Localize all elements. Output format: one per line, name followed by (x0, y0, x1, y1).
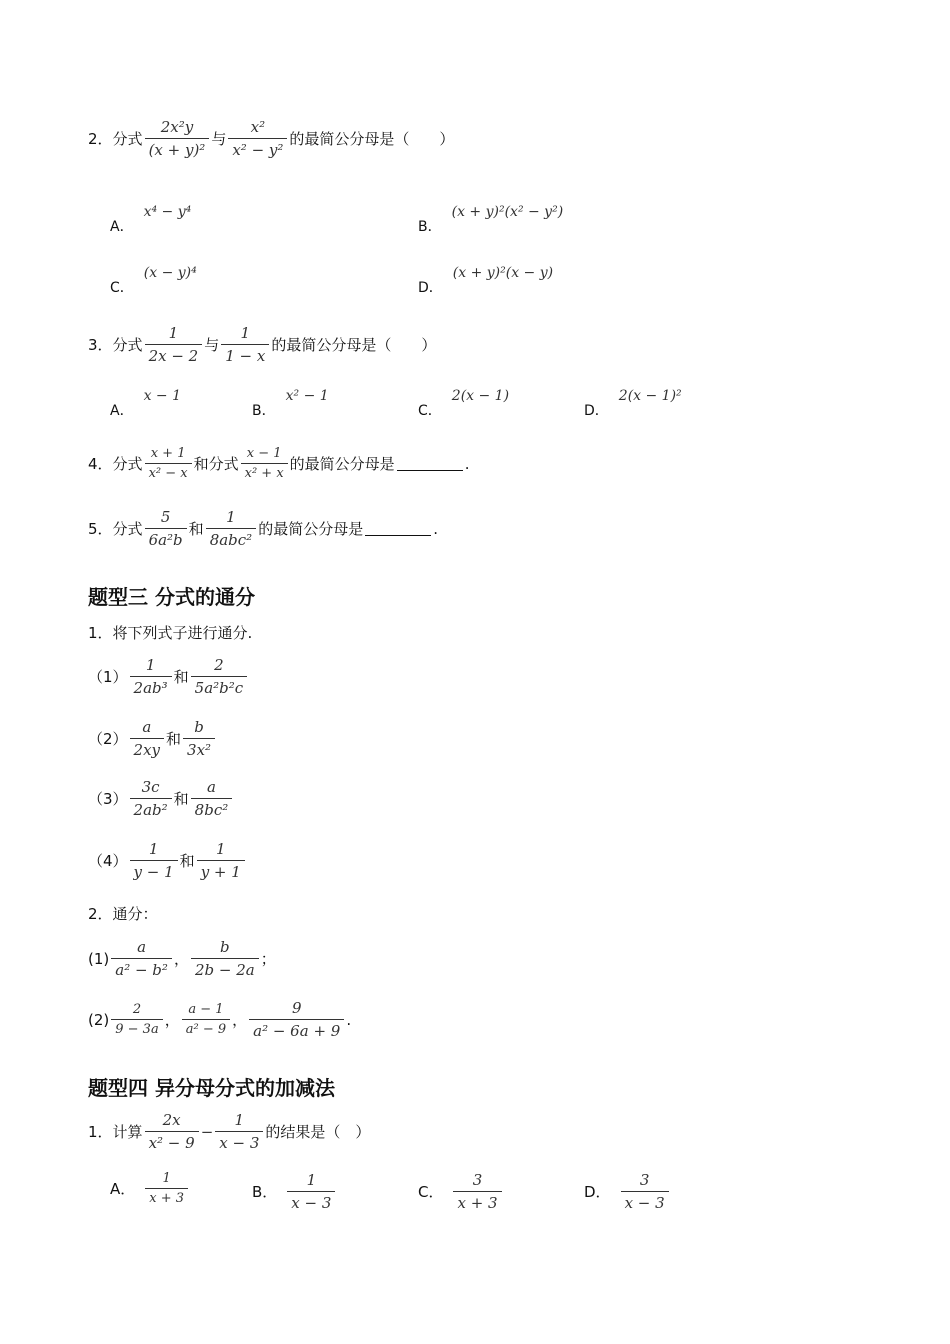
numerator: a (137, 938, 147, 956)
denominator: (x + y)² (145, 138, 210, 159)
question-4 (88, 446, 469, 481)
connector: 和 (179, 852, 195, 870)
connector: 与 (204, 336, 220, 354)
option-d[interactable] (418, 265, 553, 297)
fraction (241, 446, 288, 481)
numerator: 1 (145, 656, 156, 674)
sub-item-2 (88, 718, 217, 759)
option-value: (x − y)⁴ (143, 265, 197, 281)
numerator: a − 1 (188, 1002, 224, 1017)
fraction (145, 446, 192, 481)
fraction (287, 1171, 335, 1212)
numerator: 3 (639, 1171, 650, 1189)
option-d[interactable] (584, 388, 682, 420)
numerator: 2x (162, 1111, 181, 1129)
fraction (183, 718, 215, 759)
fraction (111, 938, 172, 979)
denominator: x − 3 (621, 1191, 669, 1212)
option-label: C． (110, 280, 134, 296)
fraction (145, 1111, 199, 1152)
numerator: a (142, 718, 152, 736)
question-text: 1．将下列式子进行通分. (88, 624, 253, 642)
denominator: y − 1 (130, 860, 178, 881)
option-a[interactable] (110, 204, 191, 236)
fraction (111, 1002, 162, 1037)
numerator: a (206, 778, 216, 796)
option-c[interactable] (418, 1171, 504, 1212)
numerator: 1 (148, 840, 159, 858)
sub-item-1 (88, 656, 249, 697)
numerator: 2 (214, 656, 224, 674)
sub-item-3 (88, 778, 234, 819)
separator: ， (164, 1011, 180, 1029)
period: . (464, 454, 470, 473)
option-label: D． (418, 280, 443, 296)
connector: 与 (211, 130, 227, 148)
option-label: D． (584, 403, 609, 419)
numerator: b (220, 938, 230, 956)
fraction (145, 118, 210, 159)
option-label: A． (110, 403, 134, 419)
option-label: C． (418, 1183, 444, 1201)
fraction (191, 778, 233, 819)
fraction (130, 778, 172, 819)
numerator: 1 (234, 1111, 245, 1129)
question-tail: 的最简公分母是（ ） (289, 130, 455, 148)
numerator: 1 (162, 1171, 171, 1186)
fraction (621, 1171, 669, 1212)
numerator: x + 1 (150, 446, 186, 461)
question-3 (88, 324, 436, 365)
answer-blank[interactable] (397, 456, 463, 471)
question-word: 分式 (112, 455, 143, 473)
sub-item-4 (88, 840, 247, 881)
fraction (145, 324, 203, 365)
fraction (221, 324, 269, 365)
denominator: x − 3 (287, 1191, 335, 1212)
option-value: x² − 1 (285, 388, 329, 404)
fraction (453, 1171, 501, 1212)
option-value: 2(x − 1)² (618, 388, 682, 404)
option-value: (x + y)²(x² − y²) (451, 204, 564, 220)
option-label: A． (110, 1180, 136, 1198)
fraction (182, 1002, 230, 1037)
question-word: 计算 (112, 1123, 143, 1141)
denominator: a² − 9 (182, 1019, 230, 1037)
option-value: (x + y)²(x − y) (452, 265, 554, 281)
question-word: 分式 (112, 130, 143, 148)
question-tail: 的最简公分母是 (258, 520, 364, 538)
connector: 和 (173, 790, 189, 808)
section-title: 题型四 异分母分式的加减法 (88, 1076, 335, 1100)
numerator: x² (250, 118, 266, 136)
option-b[interactable] (252, 1171, 337, 1212)
denominator: x − 3 (215, 1131, 263, 1152)
terminator: ； (260, 950, 276, 968)
question-tail: 的最简公分母是 (289, 455, 395, 473)
terminator: . (346, 1010, 352, 1029)
item-label: （1） (88, 668, 128, 686)
minus-operator: − (200, 1122, 214, 1141)
question-number: 4． (88, 455, 113, 473)
denominator: 5a²b²c (191, 676, 248, 697)
option-b[interactable] (418, 204, 563, 236)
fraction (215, 1111, 263, 1152)
denominator: 2b − 2a (191, 958, 259, 979)
numerator: 2 (132, 1002, 142, 1017)
denominator: 3x² (183, 738, 215, 759)
option-c[interactable] (418, 388, 509, 420)
option-c[interactable] (110, 265, 197, 297)
fraction (130, 840, 178, 881)
option-label: B． (418, 219, 442, 235)
fraction (206, 508, 257, 549)
denominator: x + 3 (453, 1191, 501, 1212)
numerator: 1 (240, 324, 251, 342)
part-1 (88, 938, 276, 979)
question-number: 3． (88, 336, 113, 354)
question-2 (88, 118, 454, 159)
fraction (191, 938, 259, 979)
denominator: a² − b² (111, 958, 172, 979)
option-a[interactable] (110, 388, 181, 420)
numerator: 3 (472, 1171, 483, 1189)
fraction (130, 718, 164, 759)
denominator: 1 − x (221, 344, 269, 365)
option-label: D． (584, 1183, 611, 1201)
option-label: B． (252, 1183, 278, 1201)
numerator: 3c (141, 778, 160, 796)
separator: ， (232, 1011, 248, 1029)
question-1 (88, 1111, 370, 1152)
part-2 (88, 999, 351, 1040)
fraction (249, 999, 344, 1040)
section-title: 题型三 分式的通分 (88, 585, 255, 609)
denominator: 8abc² (206, 528, 257, 549)
option-value: x − 1 (143, 388, 182, 404)
separator: ， (173, 950, 189, 968)
denominator: x² − 9 (145, 1131, 199, 1152)
denominator: 9 − 3a (111, 1019, 162, 1037)
numerator: x − 1 (246, 446, 282, 461)
period: . (433, 519, 438, 538)
question-word: 分式 (112, 336, 143, 354)
numerator: 1 (306, 1171, 317, 1189)
option-d[interactable] (584, 1171, 671, 1212)
denominator: a² − 6a + 9 (249, 1019, 344, 1040)
question-5 (88, 508, 438, 549)
fraction (228, 118, 287, 159)
connector: 和 (173, 668, 189, 686)
numerator: 9 (291, 999, 302, 1017)
item-label: （3） (88, 790, 128, 808)
numerator: 5 (160, 508, 171, 526)
denominator: 2x − 2 (145, 344, 203, 365)
question-number: 5． (88, 520, 113, 538)
numerator: 1 (168, 324, 179, 342)
question-number: 1． (88, 1123, 113, 1141)
fraction (130, 656, 172, 697)
option-a[interactable] (110, 1171, 190, 1206)
denominator: x² + x (241, 463, 288, 481)
item-label: （4） (88, 852, 128, 870)
question-tail: 的结果是（ ） (265, 1123, 371, 1141)
denominator: x² − x (145, 463, 192, 481)
denominator: 6a²b (145, 528, 187, 549)
numerator: 1 (226, 508, 236, 526)
answer-blank[interactable] (365, 521, 431, 536)
question-number: 2． (88, 130, 113, 148)
question-tail: 的最简公分母是（ ） (271, 336, 437, 354)
item-label: （2） (88, 730, 128, 748)
connector: 和 (166, 730, 182, 748)
fraction (145, 508, 187, 549)
option-label: B． (252, 403, 276, 419)
fraction (197, 840, 245, 881)
item-label: (1) (88, 949, 110, 968)
item-label: (2) (88, 1010, 110, 1029)
question-word: 分式 (112, 520, 143, 538)
option-b[interactable] (252, 388, 329, 420)
option-value: x⁴ − y⁴ (143, 204, 192, 220)
question-text: 2．通分： (88, 905, 158, 923)
denominator: 8bc² (191, 798, 233, 819)
option-value: 2(x − 1) (451, 388, 510, 404)
denominator: 2xy (130, 738, 164, 759)
numerator: 1 (215, 840, 226, 858)
fraction (191, 656, 248, 697)
numerator: b (194, 718, 204, 736)
denominator: 2ab² (130, 798, 172, 819)
denominator: y + 1 (197, 860, 245, 881)
denominator: x² − y² (228, 138, 287, 159)
connector: 和 (188, 520, 204, 538)
denominator: 2ab³ (130, 676, 172, 697)
option-label: C． (418, 403, 442, 419)
denominator: x + 3 (145, 1188, 188, 1206)
connector: 和分式 (193, 455, 239, 473)
fraction (145, 1171, 188, 1206)
numerator: 2x²y (160, 118, 194, 136)
option-label: A． (110, 219, 134, 235)
